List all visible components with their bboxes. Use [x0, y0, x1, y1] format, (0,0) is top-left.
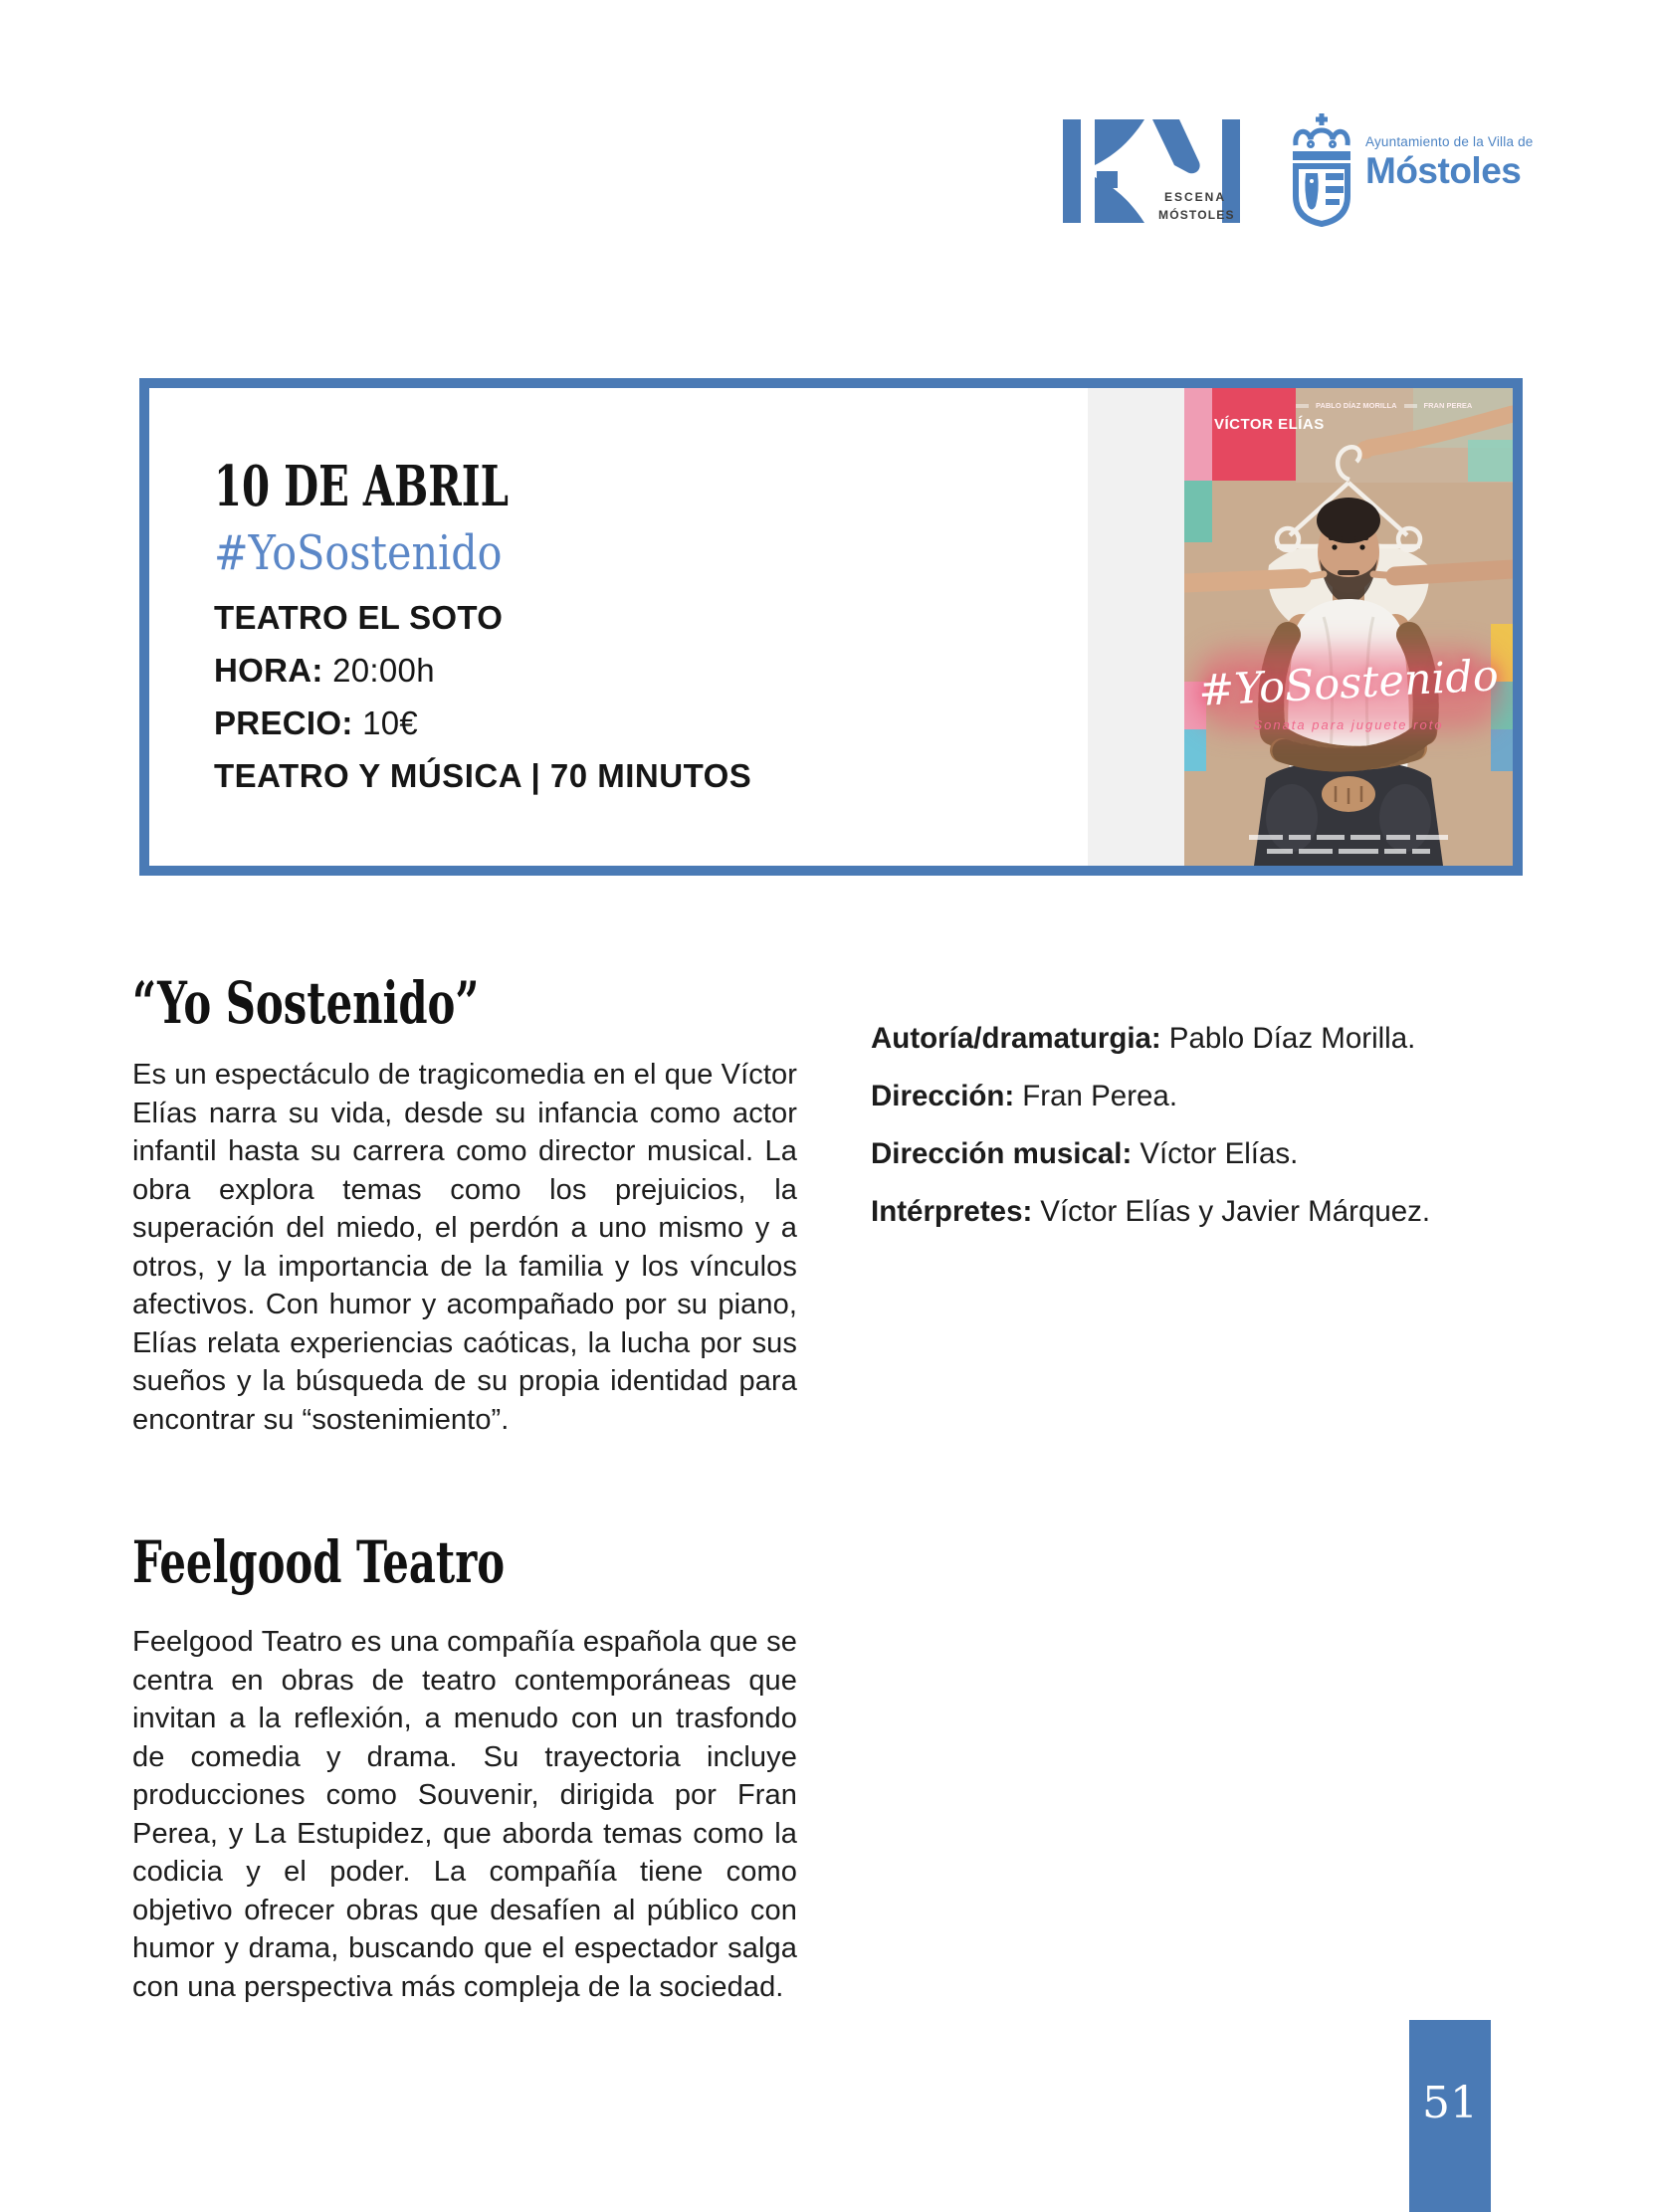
credit-label: Dirección:: [871, 1080, 1015, 1112]
credit-value: Víctor Elías y Javier Márquez.: [1040, 1195, 1431, 1228]
company-title: Feelgood Teatro: [132, 1528, 506, 1597]
time-value: 20:00h: [332, 652, 435, 689]
credit-bar: [1317, 835, 1345, 840]
credit-bar: [1267, 849, 1293, 854]
header: [0, 0, 1659, 299]
credit-bar: [1350, 835, 1380, 840]
credit-bar: [1416, 835, 1448, 840]
price-value: 10€: [362, 704, 419, 741]
ayuntamiento-crest-icon: [1290, 111, 1353, 229]
event-category: TEATRO Y MÚSICA | 70 MINUTOS: [214, 757, 752, 794]
show-poster: [1184, 388, 1513, 866]
credit-row-musical-direction: [871, 1138, 1518, 1169]
poster-artwork: [1184, 388, 1513, 866]
escena-mostoles-logo-icon: [1063, 115, 1244, 227]
poster-bottom-credits-row2: [1184, 849, 1513, 854]
event-price: [214, 704, 418, 742]
credit-bar: [1289, 835, 1311, 840]
ayuntamiento-logo-line2: Móstoles: [1365, 149, 1522, 191]
credit-value: Pablo Díaz Morilla.: [1168, 1022, 1416, 1055]
time-label: HORA:: [214, 652, 323, 689]
credit-prefix-bar: [1296, 404, 1309, 408]
credit-bar: [1384, 849, 1406, 854]
poster-credit-director: FRAN PEREA: [1423, 401, 1473, 410]
page-number: 51: [1422, 2078, 1478, 2128]
ayuntamiento-logo-line1: Ayuntamiento de la Villa de: [1365, 134, 1534, 149]
event-date: 10 DE ABRIL: [214, 454, 509, 519]
poster-artist-name: VÍCTOR ELÍAS: [1214, 416, 1325, 433]
credit-value: Víctor Elías.: [1140, 1137, 1299, 1170]
card-divider-strip: [1088, 388, 1184, 866]
credit-row-performers: [871, 1196, 1518, 1227]
escena-logo-line1: ESCENA: [1164, 190, 1227, 204]
credit-prefix-bar: [1404, 404, 1417, 408]
event-time: [214, 652, 435, 690]
escena-logo-line2: MÓSTOLES: [1158, 208, 1235, 222]
ayuntamiento-logo: [1290, 111, 1568, 236]
event-venue: TEATRO EL SOTO: [214, 599, 504, 636]
credit-label: Autoría/dramaturgia:: [871, 1022, 1161, 1055]
event-card: [139, 378, 1523, 876]
credit-label: Dirección musical:: [871, 1137, 1133, 1170]
show-title: “Yo Sostenido”: [132, 968, 480, 1037]
escena-mostoles-logo: [1063, 115, 1244, 227]
ayuntamiento-logo-text: [1365, 111, 1534, 189]
credit-bar: [1412, 849, 1430, 854]
poster-credit-author: PABLO DÍAZ MORILLA: [1316, 401, 1397, 410]
show-credits: [871, 1023, 1518, 1254]
credit-label: Intérpretes:: [871, 1195, 1033, 1228]
credit-row-direction: [871, 1081, 1518, 1111]
poster-bottom-credits-row1: [1184, 835, 1513, 840]
page-number-box: [1409, 2020, 1491, 2212]
event-hashtag: #YoSostenido: [214, 525, 503, 581]
company-description: Feelgood Teatro es una compañía española que se centra en obras de teatro contemporáneas que invitan a la reflexión, a menudo con un trasfondo de comedia y drama. Su trayectoria incluye producciones como Souvenir, dirigida por Fran Perea, y La Estupidez, que aborda temas como la codicia y el poder. La compañía tiene como objetivo ofrecer obras que desafíen al público con humor y drama, buscando que el espectador salga con una perspectiva más compleja de la sociedad.: [132, 1626, 797, 2003]
show-description: Es un espectáculo de tragicomedia en el que Víctor Elías narra su vida, desde su infancia como actor infantil hasta su carrera como director musical. La obra explora temas como los prejuicios, la superación del miedo, el perdón a uno mismo y a otros, y la importancia de la familia y los vínculos afectivos. Con humor y acompañado por su piano, Elías relata experiencias caóticas, la lucha por sus sueños y la búsqueda de su propia identidad para encontrar su “sostenimiento”.: [132, 1059, 797, 1436]
poster-top-credits: [1296, 401, 1510, 410]
credit-bar: [1249, 835, 1283, 840]
credit-row-author: [871, 1023, 1518, 1054]
credit-value: Fran Perea.: [1022, 1080, 1178, 1112]
price-label: PRECIO:: [214, 704, 353, 741]
credit-bar: [1339, 849, 1378, 854]
poster-title: #YoSostenido: [1197, 651, 1500, 716]
poster-subtitle: Sonata para juguete roto: [1253, 717, 1444, 732]
credit-bar: [1386, 835, 1410, 840]
credit-bar: [1299, 849, 1333, 854]
